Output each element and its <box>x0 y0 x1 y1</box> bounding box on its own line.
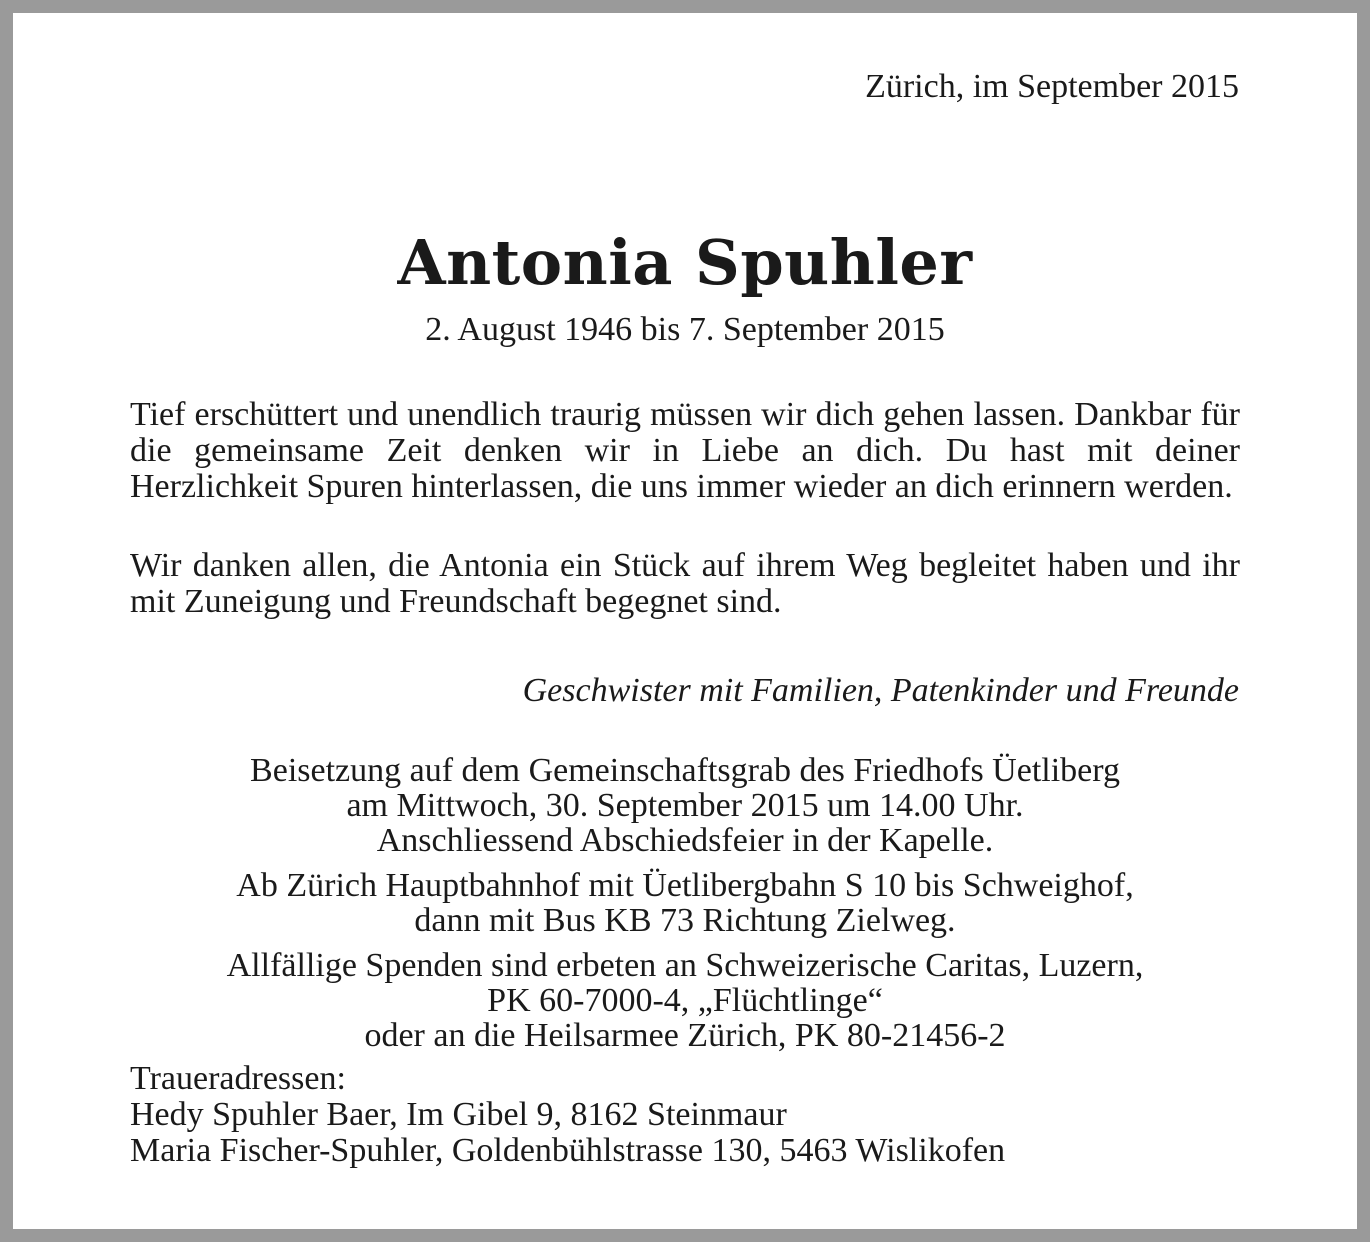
obituary-notice <box>13 13 1357 1229</box>
donations-line: Allfällige Spenden sind erbeten an Schweizerische Caritas, Luzern, <box>226 947 1144 984</box>
life-dates: 2. August 1946 bis 7. September 2015 <box>425 311 945 348</box>
condolence-paragraph-1: Tief erschüttert und unendlich traurig müssen wir dich gehen lassen. Dankbar für die gemeinsame Zeit denken wir in Liebe an dich. Du hast mit deiner Herzlichkeit Spuren hinterlassen, die uns immer wieder an dich erinnern werden. <box>130 396 1240 505</box>
place-date: Zürich, im September 2015 <box>865 68 1239 105</box>
address-line: Hedy Spuhler Baer, Im Gibel 9, 8162 Steinmaur <box>130 1096 787 1133</box>
deceased-name: Antonia Spuhler <box>397 226 973 299</box>
donations-info <box>73 948 1297 1053</box>
burial-line: Anschliessend Abschiedsfeier in der Kapelle. <box>376 822 994 859</box>
donations-line: PK 60-7000-4, „Flüchtlinge“ <box>487 982 883 1019</box>
directions-line: dann mit Bus KB 73 Richtung Zielweg. <box>414 902 956 939</box>
addresses-heading: Traueradressen: <box>130 1060 346 1097</box>
donations-line: oder an die Heilsarmee Zürich, PK 80-21456-2 <box>364 1017 1006 1054</box>
burial-line: Beisetzung auf dem Gemeinschaftsgrab des Friedhofs Üetliberg <box>250 752 1120 789</box>
condolence-paragraph-2: Wir danken allen, die Antonia ein Stück auf ihrem Weg begleitet haben und ihr mit Zuneigung und Freundschaft begegnet sind. <box>130 547 1240 620</box>
signature: Geschwister mit Familien, Patenkinder und Freunde <box>522 672 1239 709</box>
burial-line: am Mittwoch, 30. September 2015 um 14.00 Uhr. <box>346 787 1024 824</box>
directions-line: Ab Zürich Hauptbahnhof mit Üetlibergbahn S 10 bis Schweighof, <box>236 867 1134 904</box>
mourning-addresses <box>130 1061 1005 1169</box>
directions-info <box>73 868 1297 938</box>
burial-info <box>73 753 1297 858</box>
address-line: Maria Fischer-Spuhler, Goldenbühlstrasse 130, 5463 Wislikofen <box>130 1132 1006 1169</box>
